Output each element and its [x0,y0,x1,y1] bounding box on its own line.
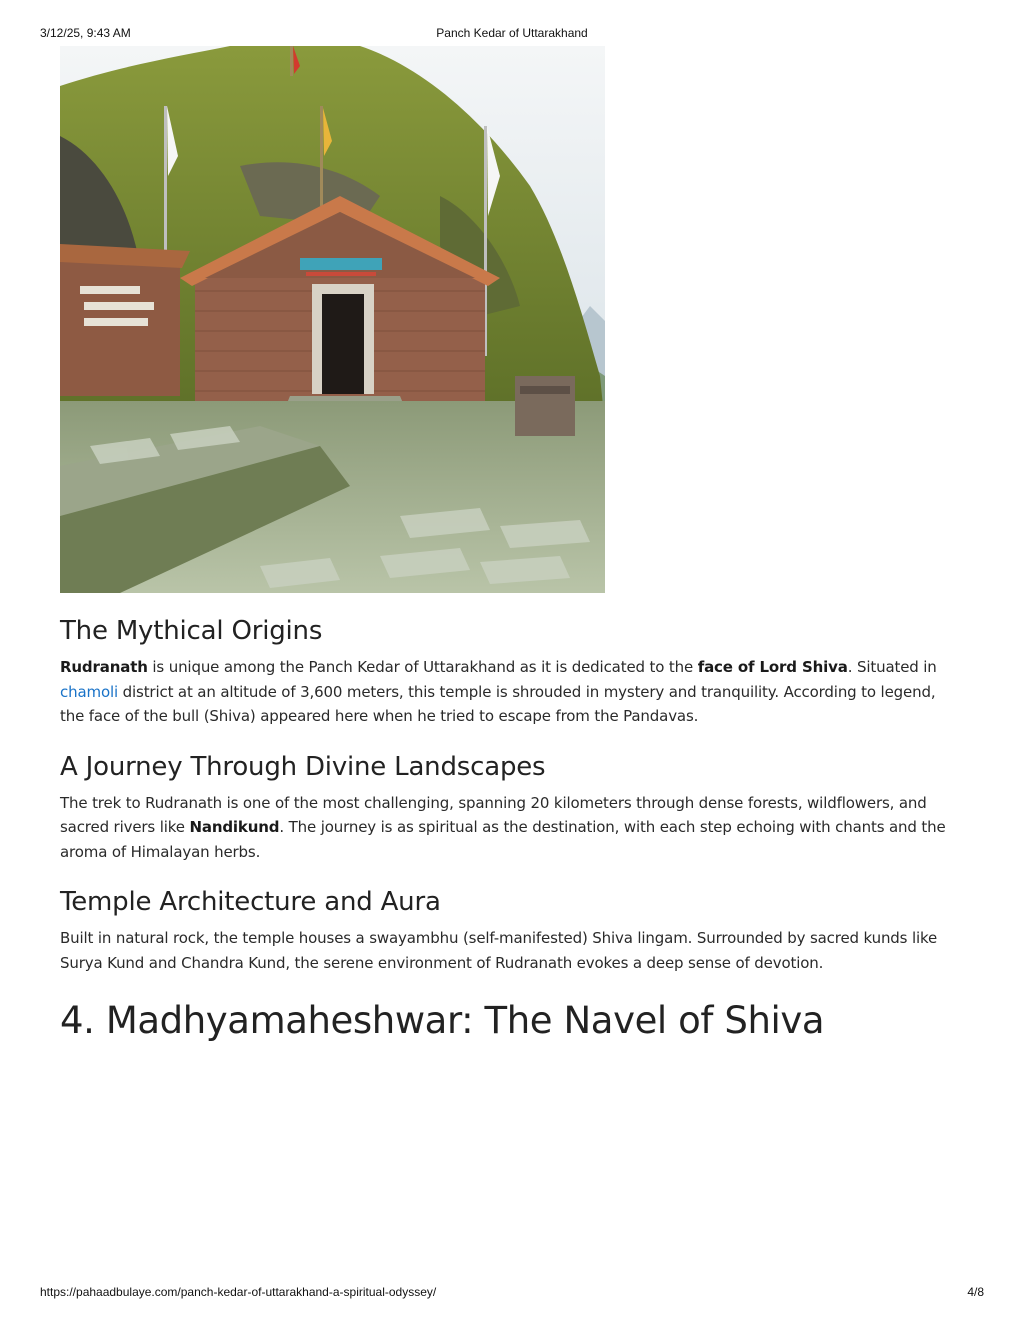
print-header [40,26,984,42]
article-content [60,46,964,1043]
print-page-number: 4/8 [967,1285,984,1299]
print-datetime: 3/12/25, 9:43 AM [40,26,131,40]
print-url: https://pahaadbulaye.com/panch-kedar-of-uttarakhand-a-spiritual-odyssey/ [40,1285,437,1299]
print-footer [40,1285,984,1301]
section-heading-journey: A Journey Through Divine Landscapes [60,751,546,782]
heading-madhyamaheshwar: 4. Madhyamaheshwar: The Navel of Shiva [60,999,825,1042]
section-body-journey: The trek to Rudranath is one of the most challenging, spanning 20 kilometers through dense forests, wildflowers, and sacred rivers like Nandikund. The journey is as spiritual as the destination, with each step echoing with chants and the aroma of Himalayan herbs. [60,793,946,861]
bold-rudranath: Rudranath [60,658,148,676]
chamoli-link[interactable]: chamoli [60,682,119,701]
temple-photo-illustration [60,46,605,593]
bold-nandikund: Nandikund [189,818,280,836]
print-page-title: Panch Kedar of Uttarakhand [436,26,588,40]
section-heading-architecture: Temple Architecture and Aura [60,887,441,917]
rudranath-temple-photo [60,46,605,593]
section-body-mythical-origins: Rudranath is unique among the Panch Kedar of Uttarakhand as it is dedicated to the face of Lord Shiva. Situated in chamoli district at an altitude of 3,600 meters, this temple is shrouded in mystery and tranquility. According to legend, the face of the bull (Shiva) appeared here when he tried to escape from the Pandavas. [60,658,937,725]
section-heading-mythical-origins: The Mythical Origins [60,616,323,646]
section-body-architecture: Built in natural rock, the temple houses a swayambhu (self-manifested) Shiva lingam. Surrounded by sacred kunds like Surya Kund and Chandra Kund, the serene environment of Rudranath evokes a deep sense of devotion. [60,929,938,972]
bold-face-of-lord-shiva: face of Lord Shiva [697,658,848,676]
